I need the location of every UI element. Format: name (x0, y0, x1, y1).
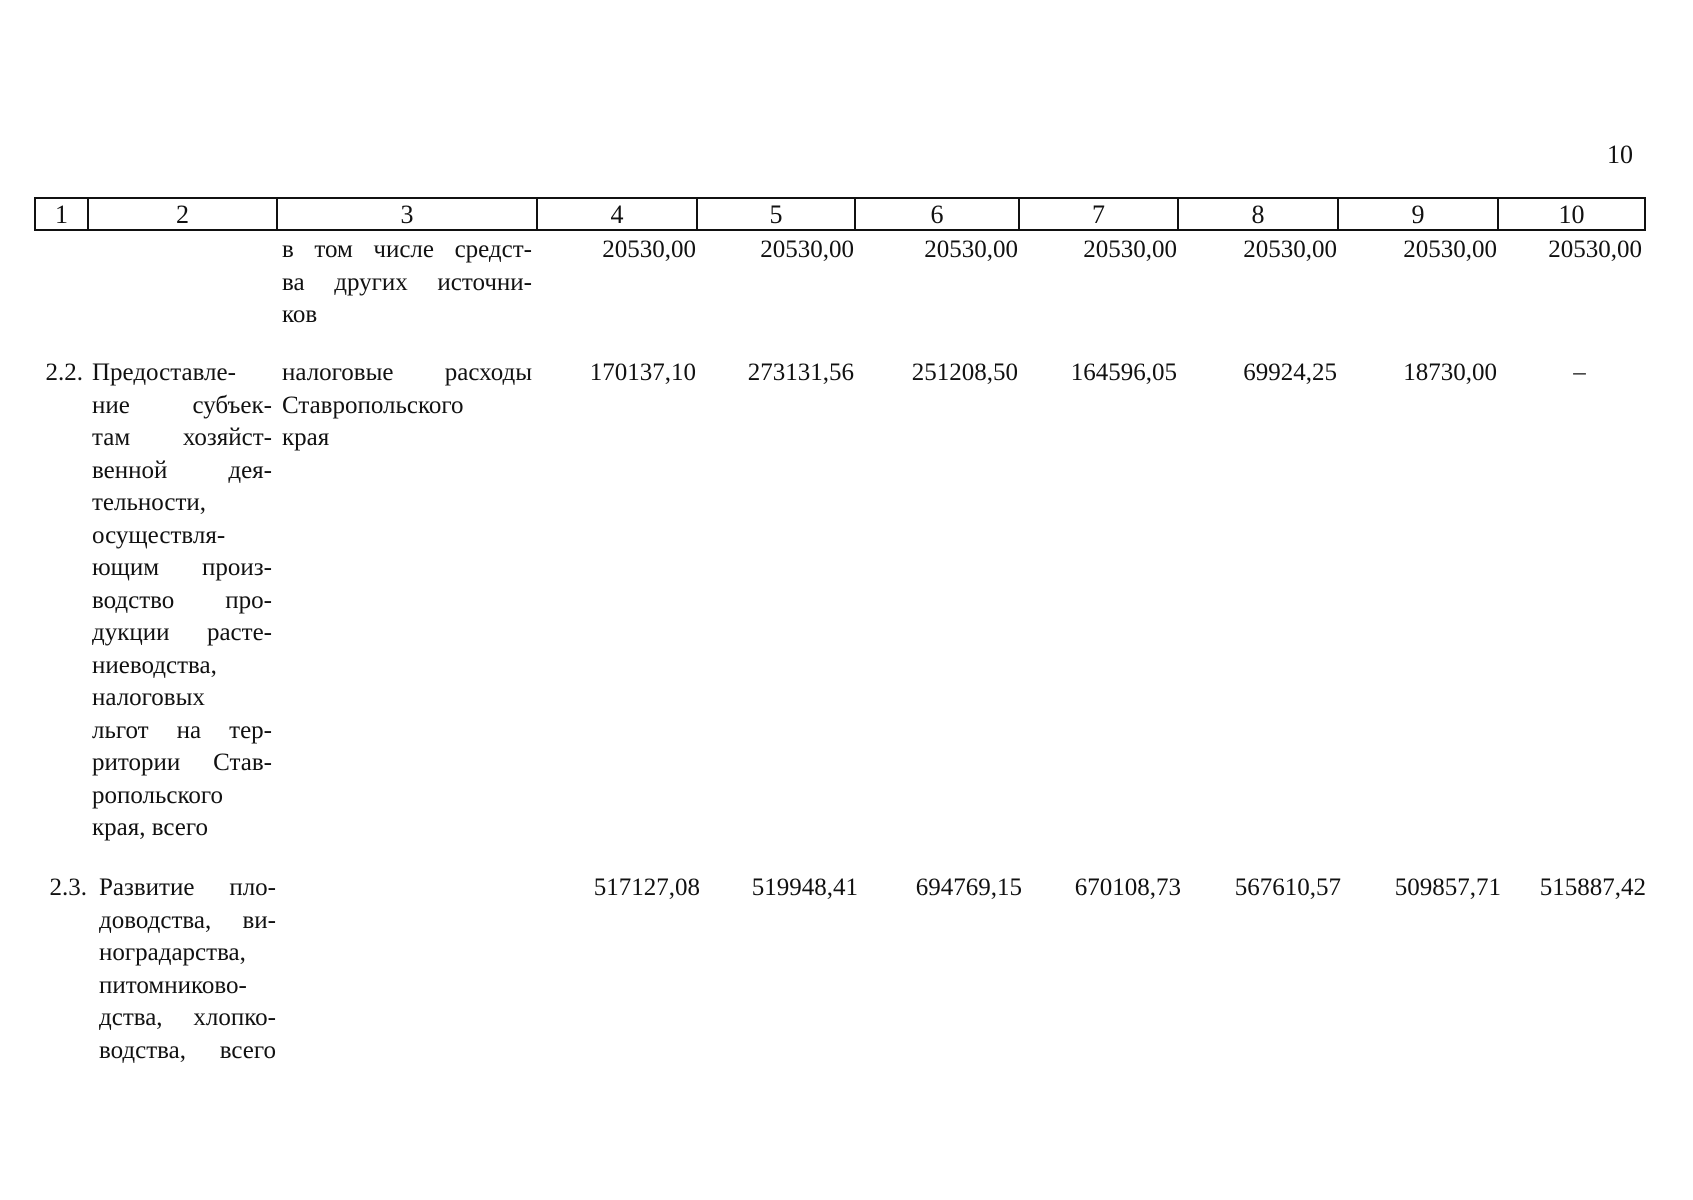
name-line: осуществля- (92, 521, 226, 549)
value-col-8: 69924,25 (1243, 359, 1337, 386)
source-line: Ставропольского (282, 391, 464, 419)
name-line: налоговых (92, 684, 205, 711)
row-name (87, 357, 276, 845)
header-cell-7: 7 (1020, 199, 1179, 229)
value-col-4: 517127,08 (593, 874, 700, 901)
name-line: ниеводства, (92, 651, 217, 679)
value-col-9: 18730,00 (1403, 359, 1497, 386)
value-col-6: 251208,50 (911, 359, 1018, 386)
name-line: ющим произ- (92, 554, 272, 581)
name-line: ние субъек- (92, 391, 272, 419)
header-cell-8: 8 (1179, 199, 1339, 229)
source-line: ков (282, 301, 318, 328)
name-line: льгот на тер- (92, 716, 272, 744)
name-line: Развитие пло- (99, 874, 276, 901)
value-col-5: 519948,41 (751, 874, 858, 901)
table-row (34, 872, 1646, 1067)
name-line: тельности, (92, 489, 207, 516)
value-col-4: 20530,00 (602, 236, 696, 263)
source-line: налоговые расходы (282, 359, 532, 386)
value-col-6: 694769,15 (915, 874, 1022, 901)
value-col-7: 164596,05 (1070, 359, 1177, 386)
table-row (34, 234, 1642, 332)
name-line: водства, всего (99, 1036, 276, 1064)
value-col-7: 670108,73 (1074, 874, 1181, 901)
row-number: 2.2. (45, 359, 83, 386)
source-line: ва других источни- (282, 268, 532, 296)
header-cell-2: 2 (89, 199, 278, 229)
name-line: ритории Став- (92, 749, 272, 776)
value-col-10: 515887,42 (1539, 874, 1646, 901)
page-number: 10 (1607, 140, 1633, 169)
value-col-9: 20530,00 (1403, 236, 1497, 263)
row-name (87, 872, 280, 1067)
header-cell-5: 5 (698, 199, 856, 229)
value-col-10: – (1573, 359, 1586, 386)
name-line: доводства, ви- (99, 906, 276, 934)
name-line: там хозяйст- (92, 424, 272, 451)
row-source (276, 357, 536, 845)
value-col-6: 20530,00 (924, 236, 1018, 263)
value-col-5: 20530,00 (760, 236, 854, 263)
row-number (34, 234, 87, 332)
value-col-8: 567610,57 (1234, 874, 1341, 901)
row-number: 2.3. (49, 874, 87, 901)
name-line: края, всего (92, 814, 209, 841)
value-col-5: 273131,56 (747, 359, 854, 386)
header-cell-3: 3 (278, 199, 538, 229)
row-name (87, 234, 276, 332)
row-source (280, 872, 540, 1067)
header-cell-9: 9 (1339, 199, 1499, 229)
name-line: питомниково- (99, 971, 247, 999)
header-cell-6: 6 (856, 199, 1020, 229)
name-line: дукции расте- (92, 619, 272, 646)
name-line: венной дея- (92, 456, 272, 484)
name-line: дства, хлопко- (99, 1004, 276, 1031)
name-line: ропольского (92, 781, 224, 809)
value-col-7: 20530,00 (1083, 236, 1177, 263)
value-col-10: 20530,00 (1548, 236, 1642, 263)
name-line: водство про- (92, 586, 272, 614)
name-line: Предоставле- (92, 359, 236, 386)
header-cell-4: 4 (538, 199, 698, 229)
value-col-8: 20530,00 (1243, 236, 1337, 263)
header-cell-1: 1 (36, 199, 89, 229)
source-line: в том числе средст- (282, 236, 532, 263)
value-col-9: 509857,71 (1394, 874, 1501, 901)
table-header-row (34, 197, 1646, 231)
source-line: края (282, 424, 330, 451)
header-cell-10: 10 (1558, 200, 1585, 229)
name-line: ноградарства, (99, 939, 246, 966)
table-row (34, 357, 1642, 845)
value-col-4: 170137,10 (589, 359, 696, 386)
row-source (276, 234, 536, 332)
